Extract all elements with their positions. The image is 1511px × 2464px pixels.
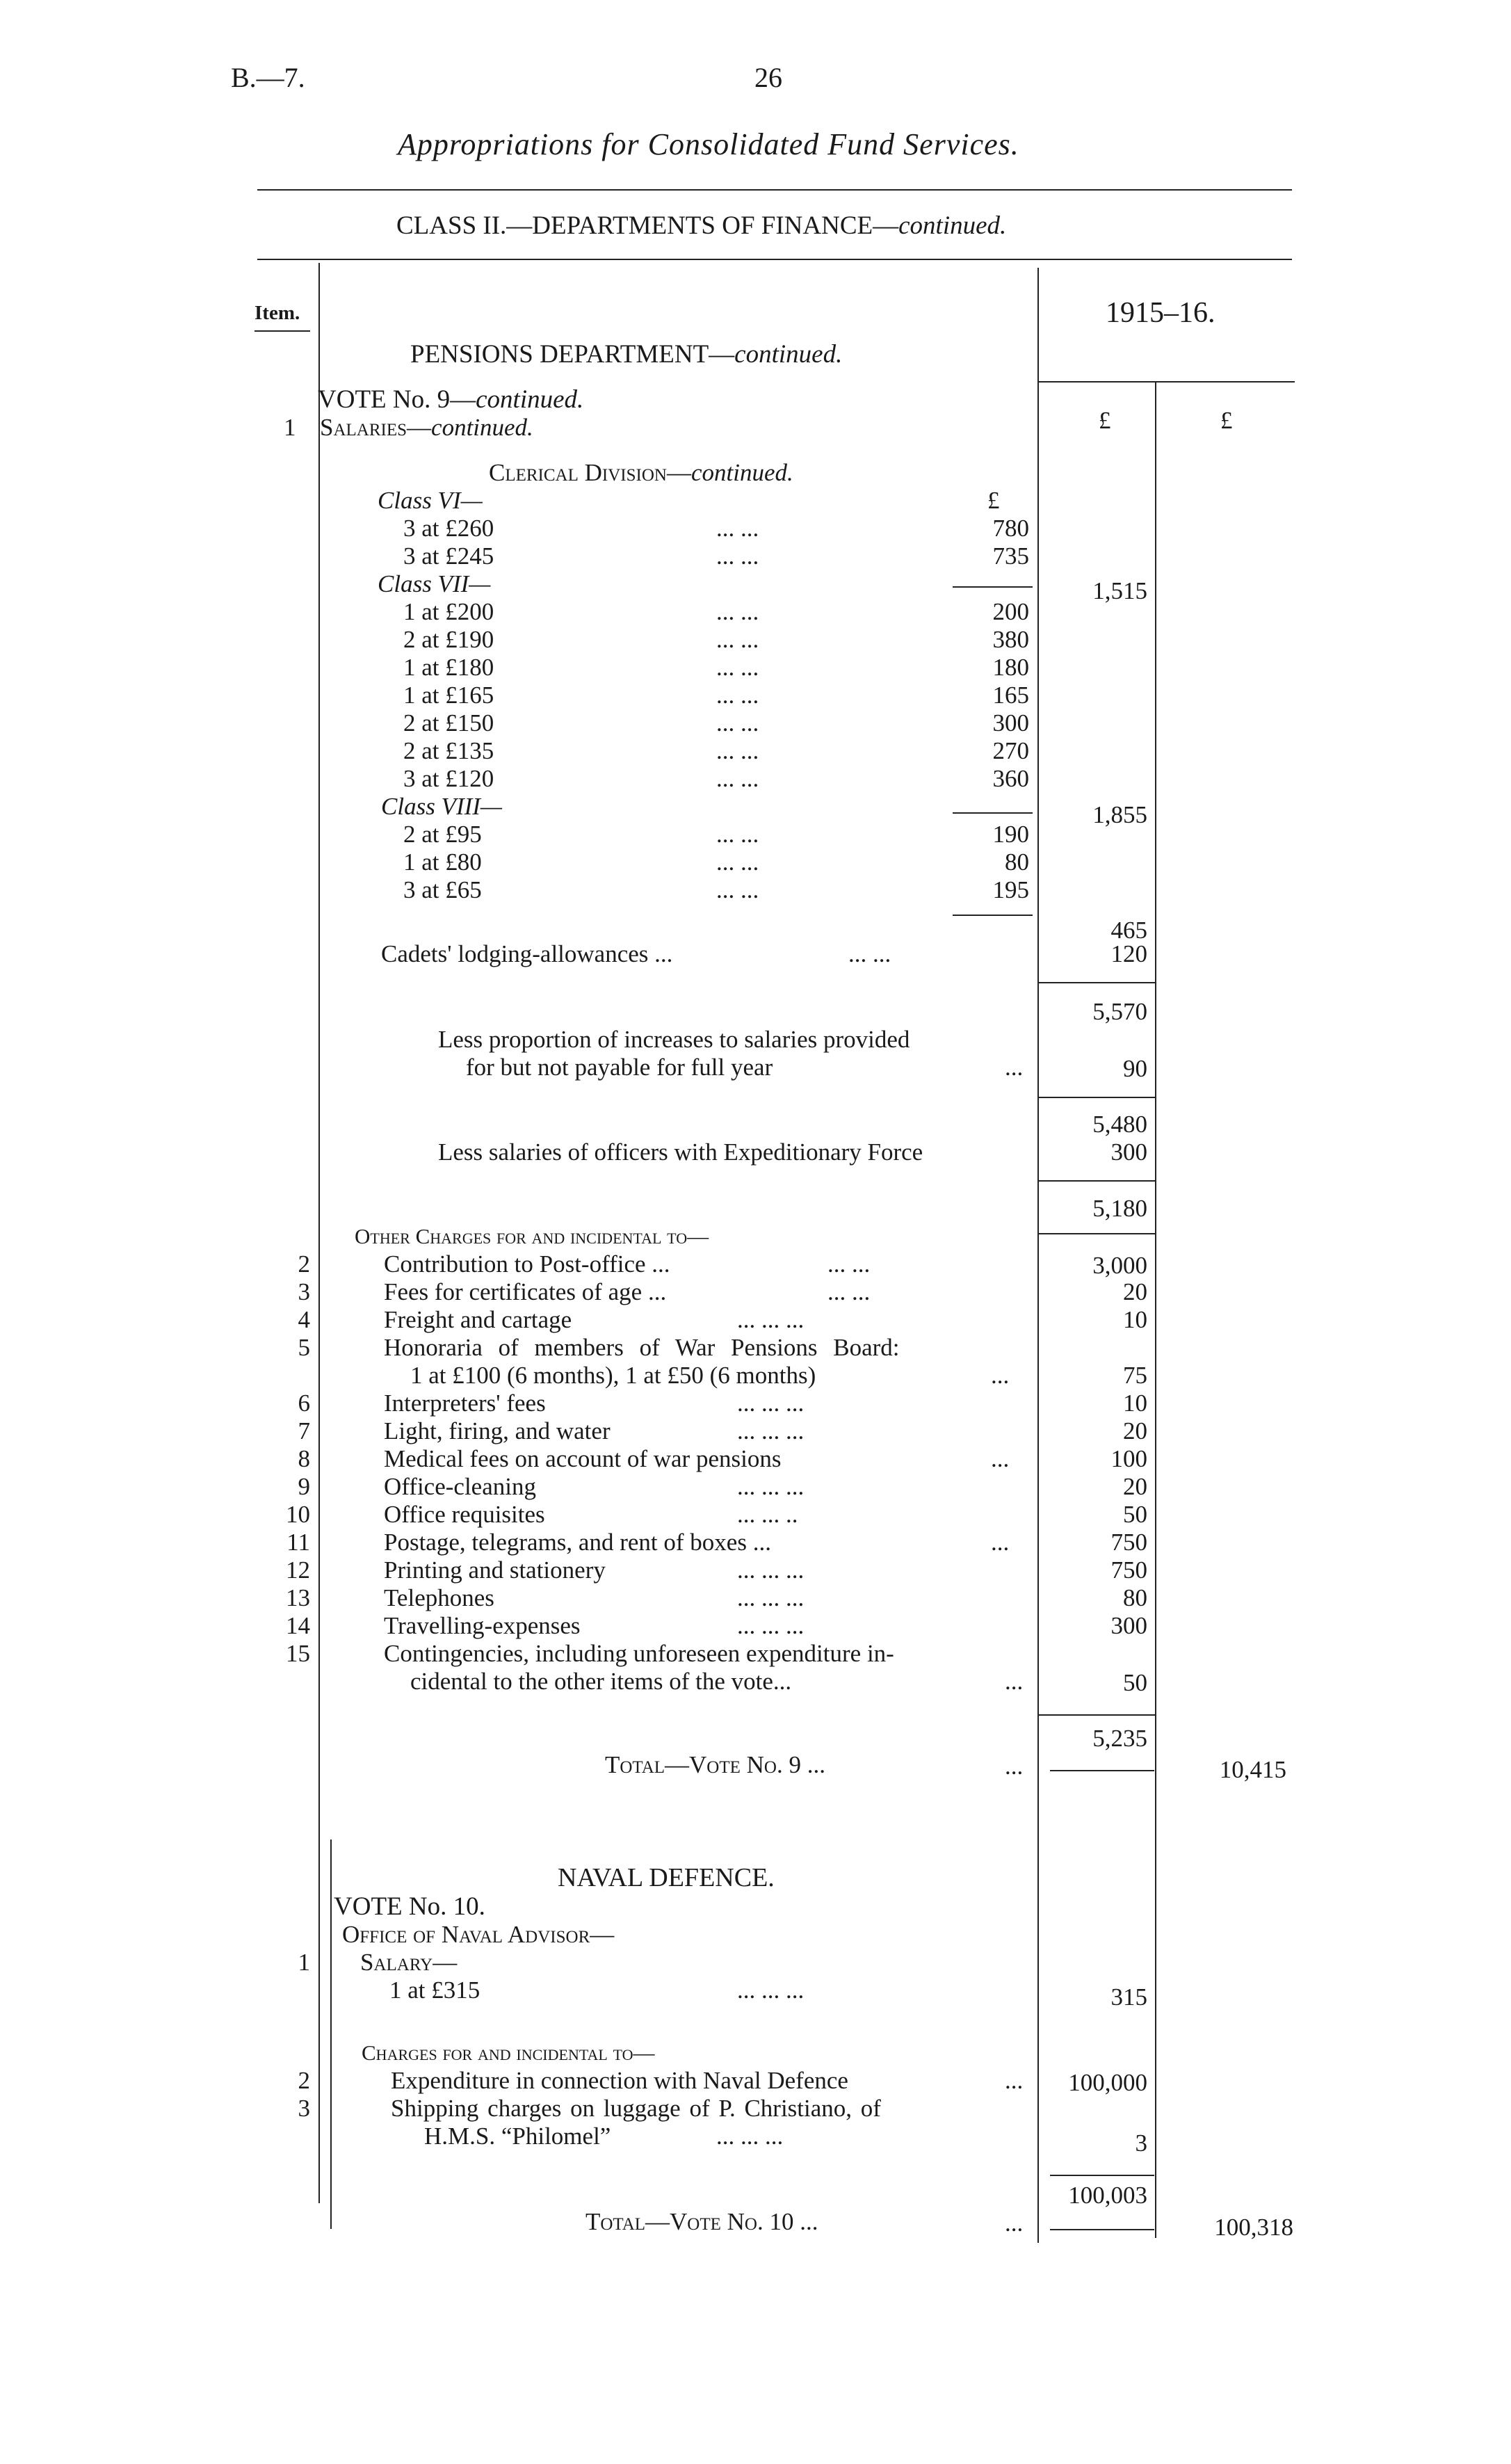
other-item-number: 15 bbox=[286, 1640, 310, 1667]
other-item-amount: 50 bbox=[1123, 1669, 1147, 1696]
other-charges-heading: Other Charges for and incidental to— bbox=[355, 1224, 709, 1248]
cadets-dots: ... ... bbox=[848, 940, 891, 967]
class-7-row-amount: 380 bbox=[992, 626, 1029, 653]
vote-10-total-dots: ... bbox=[1005, 2209, 1024, 2237]
class-7-row-amount: 180 bbox=[992, 654, 1029, 681]
other-total-rule-top bbox=[1037, 1714, 1156, 1716]
vote-10-heading: VOTE No. 10. bbox=[334, 1892, 485, 1921]
other-item-desc: Contingencies, including unforeseen expenditure in- bbox=[384, 1640, 894, 1667]
class-8-row-amount: 195 bbox=[992, 876, 1029, 903]
class-8-row-dots: ... ... bbox=[716, 876, 759, 903]
other-item-amount: 750 bbox=[1110, 1556, 1147, 1584]
other-item-dots: ... ... ... bbox=[737, 1612, 805, 1639]
other-item-number: 2 bbox=[298, 1250, 310, 1278]
vote-10-total-label: Total—Vote No. 10 ... bbox=[585, 2208, 818, 2235]
other-item-amount: 75 bbox=[1123, 1362, 1147, 1389]
less-proportion-dots: ... bbox=[1005, 1054, 1024, 1081]
other-item-dots: ... bbox=[991, 1445, 1010, 1472]
class-7-rule bbox=[953, 812, 1033, 814]
header-rule-2 bbox=[257, 259, 1292, 260]
other-item-desc: 1 at £100 (6 months), 1 at £50 (6 months) bbox=[410, 1362, 816, 1389]
item-header-rule bbox=[254, 330, 310, 332]
class-7-row-dots: ... ... bbox=[716, 709, 759, 736]
pensions-heading-text: PENSIONS DEPARTMENT— bbox=[410, 340, 735, 369]
other-item-number: 7 bbox=[298, 1417, 310, 1444]
other-item-number: 3 bbox=[298, 1278, 310, 1305]
class-6-total: 1,515 bbox=[1092, 577, 1147, 604]
clerical-cont: continued. bbox=[690, 459, 793, 486]
class-7-row-desc: 1 at £200 bbox=[403, 598, 494, 625]
page-ref: B.—7. bbox=[231, 62, 305, 93]
class-7-row-amount: 270 bbox=[992, 737, 1029, 764]
naval-salary-dots: ... ... ... bbox=[737, 1976, 805, 2004]
class-7-row-dots: ... ... bbox=[716, 626, 759, 653]
class-6-row-amount: 780 bbox=[992, 515, 1029, 542]
vote-9-total-label: Total—Vote No. 9 ... bbox=[605, 1751, 825, 1778]
salaries-cont: continued. bbox=[431, 414, 533, 441]
clerical-heading bbox=[489, 459, 793, 487]
naval-heading: NAVAL DEFENCE. bbox=[558, 1863, 775, 1892]
other-item-amount: 20 bbox=[1123, 1417, 1147, 1444]
salaries-heading bbox=[320, 414, 533, 442]
class-8-row-amount: 80 bbox=[1005, 848, 1029, 876]
naval-salary-heading: Salary— bbox=[360, 1949, 458, 1976]
class-8-row-desc: 3 at £65 bbox=[403, 876, 482, 903]
year-column-header: 1915–16. bbox=[1106, 297, 1215, 329]
other-item-amount: 10 bbox=[1123, 1306, 1147, 1333]
other-item-desc: Office-cleaning bbox=[384, 1473, 536, 1500]
class-heading bbox=[396, 212, 1006, 240]
class-7-row-dots: ... ... bbox=[716, 737, 759, 764]
class-7-row-dots: ... ... bbox=[716, 765, 759, 792]
pound-sub-column: £ bbox=[987, 487, 1000, 514]
naval-item-amount: 3 bbox=[1135, 2129, 1147, 2157]
other-item-dots: ... bbox=[991, 1529, 1010, 1556]
other-item-desc: Freight and cartage bbox=[384, 1306, 572, 1333]
naval-item-desc: Expenditure in connection with Naval Defence bbox=[391, 2067, 848, 2094]
naval-total-rule-top bbox=[1050, 2175, 1154, 2176]
class-7-row-dots: ... ... bbox=[716, 682, 759, 709]
pensions-heading bbox=[410, 341, 842, 369]
other-item-amount: 50 bbox=[1123, 1501, 1147, 1528]
other-item-desc: Honoraria of members of War Pensions Board: bbox=[384, 1334, 900, 1361]
cadets-amount: 120 bbox=[1110, 940, 1147, 967]
naval-charges-total: 100,003 bbox=[1068, 2182, 1147, 2209]
salaries-item-number: 1 bbox=[284, 414, 296, 441]
other-item-desc: Travelling-expenses bbox=[384, 1612, 581, 1639]
class-7-row-amount: 200 bbox=[992, 598, 1029, 625]
item-column-header: Item. bbox=[254, 302, 300, 324]
class-7-row-desc: 2 at £150 bbox=[403, 709, 494, 736]
subtotal-1: 5,570 bbox=[1092, 998, 1147, 1025]
other-item-dots: ... ... ... bbox=[737, 1473, 805, 1500]
class-6-row-desc: 3 at £260 bbox=[403, 515, 494, 542]
class-7-row-dots: ... ... bbox=[716, 598, 759, 625]
other-item-dots: ... ... ... bbox=[737, 1390, 805, 1417]
class-heading-cont: continued. bbox=[898, 211, 1007, 240]
class-8-rule bbox=[953, 915, 1033, 916]
naval-total-rule-bottom bbox=[1050, 2229, 1154, 2230]
class-7-row-desc: 1 at £165 bbox=[403, 682, 494, 709]
class-7-row-amount: 360 bbox=[992, 765, 1029, 792]
other-item-number: 8 bbox=[298, 1445, 310, 1472]
other-item-desc: Light, firing, and water bbox=[384, 1417, 611, 1444]
class-6-row-dots: ... ... bbox=[716, 542, 759, 570]
naval-item-dots: ... bbox=[1005, 2067, 1024, 2094]
other-item-amount: 3,000 bbox=[1092, 1252, 1147, 1279]
other-item-number: 6 bbox=[298, 1390, 310, 1417]
vote-9-heading bbox=[318, 386, 583, 414]
less-proportion-line-1: Less proportion of increases to salaries provided bbox=[438, 1026, 910, 1053]
class-7-row-desc: 2 at £190 bbox=[403, 626, 494, 653]
vote-9-total-amount: 10,415 bbox=[1219, 1756, 1286, 1783]
other-item-amount: 80 bbox=[1123, 1584, 1147, 1611]
class-8-label: Class VIII— bbox=[381, 793, 503, 820]
amount-col-left-rule bbox=[1037, 268, 1039, 2243]
other-item-number: 10 bbox=[286, 1501, 310, 1528]
other-item-desc: Printing and stationery bbox=[384, 1556, 606, 1584]
other-item-desc: Telephones bbox=[384, 1584, 494, 1611]
year-header-rule bbox=[1037, 381, 1295, 383]
naval-salary-amount: 315 bbox=[1110, 1983, 1147, 2011]
other-item-dots: ... ... .. bbox=[737, 1501, 798, 1528]
class-7-row-desc: 2 at £135 bbox=[403, 737, 494, 764]
subtotal-3-rule bbox=[1037, 1180, 1156, 1182]
other-item-dots: ... bbox=[1005, 1668, 1024, 1695]
other-item-amount: 750 bbox=[1110, 1529, 1147, 1556]
other-item-desc: Contribution to Post-office ... bbox=[384, 1250, 670, 1278]
class-6-row-desc: 3 at £245 bbox=[403, 542, 494, 570]
naval-item-number: 3 bbox=[298, 2095, 310, 2122]
page-number: 26 bbox=[754, 62, 782, 93]
vote-9-text: VOTE No. 9— bbox=[318, 385, 476, 414]
salaries-text: Salaries— bbox=[320, 414, 432, 441]
class-8-row-dots: ... ... bbox=[716, 848, 759, 876]
other-item-number: 5 bbox=[298, 1334, 310, 1361]
vote-9-cont: continued. bbox=[476, 385, 584, 414]
less-expeditionary: Less salaries of officers with Expeditionary Force bbox=[438, 1138, 923, 1166]
cadets-label: Cadets' lodging-allowances ... bbox=[381, 940, 673, 967]
other-total-rule-bottom bbox=[1050, 1770, 1154, 1771]
other-item-desc: Medical fees on account of war pensions bbox=[384, 1445, 782, 1472]
class-6-row-amount: 735 bbox=[992, 542, 1029, 570]
class-6-rule bbox=[953, 586, 1033, 588]
pound-column-1: £ bbox=[1099, 407, 1111, 434]
other-item-dots: ... ... bbox=[827, 1278, 871, 1305]
page-title: Appropriations for Consolidated Fund Services. bbox=[398, 127, 1019, 161]
class-8-total: 465 bbox=[1110, 917, 1147, 944]
other-item-dots: ... ... ... bbox=[737, 1306, 805, 1333]
other-item-dots: ... ... bbox=[827, 1250, 871, 1278]
other-item-number: 11 bbox=[286, 1529, 310, 1556]
naval-salary-item-number: 1 bbox=[298, 1949, 310, 1976]
other-item-desc: Interpreters' fees bbox=[384, 1390, 546, 1417]
less-proportion-amount: 90 bbox=[1123, 1055, 1147, 1082]
other-item-dots: ... ... ... bbox=[737, 1556, 805, 1584]
naval-left-rule bbox=[330, 1839, 332, 2229]
other-item-desc: Fees for certificates of age ... bbox=[384, 1278, 667, 1305]
class-7-row-desc: 3 at £120 bbox=[403, 765, 494, 792]
other-item-dots: ... bbox=[991, 1362, 1010, 1389]
vote-10-total-amount: 100,318 bbox=[1214, 2214, 1293, 2241]
naval-salary-desc: 1 at £315 bbox=[389, 1976, 480, 2004]
subtotal-2-rule bbox=[1037, 1097, 1156, 1098]
class-6-row-dots: ... ... bbox=[716, 515, 759, 542]
class-heading-text: CLASS II.—DEPARTMENTS OF FINANCE— bbox=[396, 211, 899, 240]
clerical-text: Clerical Division— bbox=[489, 459, 691, 486]
subtotal-2: 5,480 bbox=[1092, 1111, 1147, 1138]
other-item-number: 13 bbox=[286, 1584, 310, 1611]
naval-item-number: 2 bbox=[298, 2067, 310, 2094]
other-charges-total: 5,235 bbox=[1092, 1725, 1147, 1752]
class-8-row-desc: 1 at £80 bbox=[403, 848, 482, 876]
pensions-heading-cont: continued. bbox=[734, 340, 843, 369]
other-item-amount: 100 bbox=[1110, 1445, 1147, 1472]
description-left-rule bbox=[318, 263, 320, 2203]
other-item-number: 14 bbox=[286, 1612, 310, 1639]
subtotal-3: 5,180 bbox=[1092, 1195, 1147, 1222]
other-item-number: 12 bbox=[286, 1556, 310, 1584]
other-item-amount: 20 bbox=[1123, 1278, 1147, 1305]
class-8-row-desc: 2 at £95 bbox=[403, 821, 482, 848]
other-item-dots: ... ... ... bbox=[737, 1417, 805, 1444]
class-7-row-dots: ... ... bbox=[716, 654, 759, 681]
class-7-row-desc: 1 at £180 bbox=[403, 654, 494, 681]
naval-item-dots: ... ... ... bbox=[716, 2123, 784, 2150]
other-item-desc: cidental to the other items of the vote... bbox=[410, 1668, 792, 1695]
naval-item-amount: 100,000 bbox=[1068, 2069, 1147, 2096]
less-proportion-line-2: for but not payable for full year bbox=[466, 1054, 773, 1081]
class-8-row-amount: 190 bbox=[992, 821, 1029, 848]
other-item-desc: Office requisites bbox=[384, 1501, 545, 1528]
header-rule bbox=[257, 189, 1292, 191]
other-item-number: 9 bbox=[298, 1473, 310, 1500]
class-6-label: Class VI— bbox=[378, 487, 483, 514]
class-7-row-amount: 300 bbox=[992, 709, 1029, 736]
pound-column-2: £ bbox=[1220, 407, 1233, 434]
vote-9-total-dots: ... bbox=[1005, 1753, 1024, 1780]
class-8-row-dots: ... ... bbox=[716, 821, 759, 848]
class-7-label: Class VII— bbox=[378, 570, 491, 597]
naval-item-desc: H.M.S. “Philomel” bbox=[424, 2123, 611, 2150]
naval-office-heading: Office of Naval Advisor— bbox=[342, 1921, 615, 1948]
class-7-row-amount: 165 bbox=[992, 682, 1029, 709]
naval-charges-heading: Charges for and incidental to— bbox=[362, 2040, 655, 2065]
less-expeditionary-amount: 300 bbox=[1110, 1138, 1147, 1166]
other-item-dots: ... ... ... bbox=[737, 1584, 805, 1611]
amount-col-mid-rule bbox=[1155, 381, 1156, 2238]
other-item-amount: 10 bbox=[1123, 1390, 1147, 1417]
other-item-amount: 20 bbox=[1123, 1473, 1147, 1500]
naval-item-desc: Shipping charges on luggage of P. Christiano, of bbox=[391, 2095, 881, 2122]
subtotal-1-rule bbox=[1037, 982, 1156, 983]
other-item-desc: Postage, telegrams, and rent of boxes ... bbox=[384, 1529, 771, 1556]
subtotal-3-rule-bottom bbox=[1037, 1233, 1156, 1234]
other-item-number: 4 bbox=[298, 1306, 310, 1333]
class-7-total: 1,855 bbox=[1092, 801, 1147, 828]
other-item-amount: 300 bbox=[1110, 1612, 1147, 1639]
